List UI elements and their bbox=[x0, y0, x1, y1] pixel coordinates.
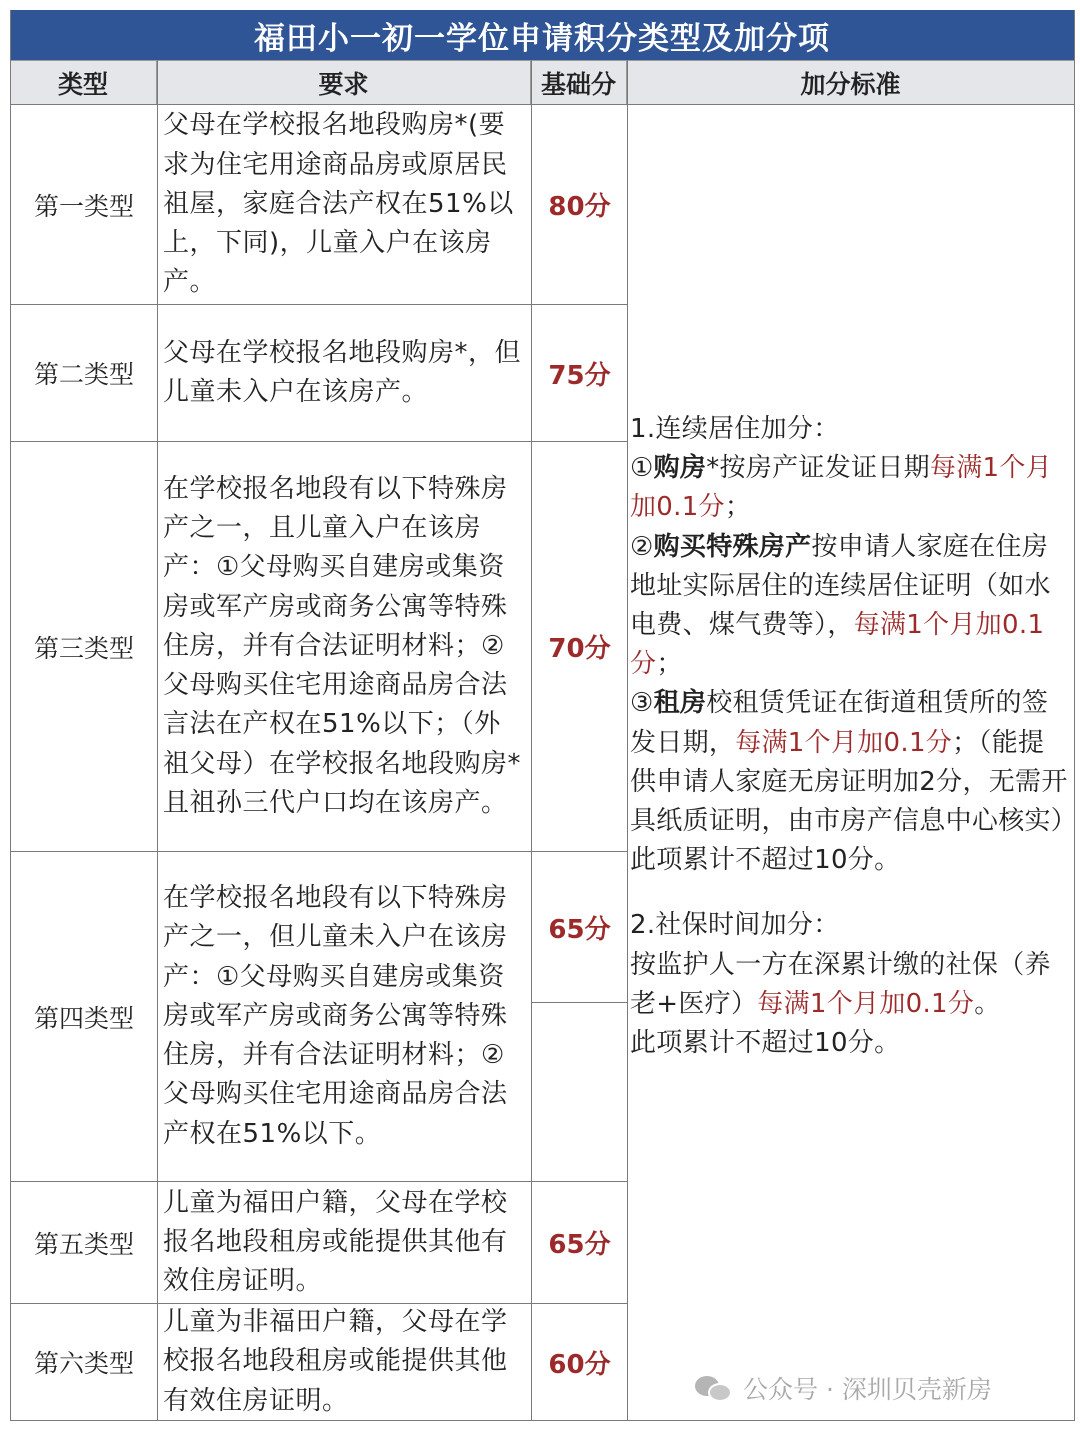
bonus-section-1-cap: 此项累计不超过10分。 bbox=[630, 845, 901, 876]
watermark bbox=[695, 1368, 992, 1408]
header-requirement: 要求 bbox=[157, 61, 531, 104]
row-score: 70分 bbox=[548, 634, 611, 664]
row-type: 第一类型 bbox=[33, 191, 134, 221]
bonus-item-social: 按监护人一方在深累计缴的社保（养老+医疗）每满1个月加0.1分。 bbox=[630, 949, 1051, 1019]
bonus-section-1-title: 1.连续居住加分： bbox=[630, 414, 840, 444]
wechat-icon bbox=[695, 1372, 733, 1404]
row-requirement: 儿童为非福田户籍，父母在学校报名地段租房或能提供其他有效住房证明。 bbox=[163, 1307, 508, 1416]
row-requirement: 父母在学校报名地段购房*，但儿童未入户在该房产。 bbox=[163, 337, 522, 407]
row-type: 第三类型 bbox=[33, 633, 134, 663]
spacer bbox=[630, 880, 1070, 906]
row-score: 75分 bbox=[548, 360, 611, 391]
row-requirement: 父母在学校报名地段购房*(要求为住宅用途商品房或原居民祖屋，家庭合法产权在51%以上，下同)，儿童入户在该房产。 bbox=[163, 110, 514, 298]
row-requirement: 在学校报名地段有以下特殊房产之一，但儿童未入户在该房产：①父母购买自建房或集资房或军产房或商务公寓等特殊住房，并有合法证明材料；②父母购买住宅用途商品房合法产权在51%以下。 bbox=[163, 883, 508, 1149]
grid-line bbox=[627, 60, 628, 1421]
row-requirement: 在学校报名地段有以下特殊房产之一，且儿童入户在该房产：①父母购买自建房或集资房或军产房或商务公寓等特殊住房，并有合法证明材料；②父母购买住宅用途商品房合法 言法在产权在51%以下；（外祖父母）在学校报名地段购房*且祖孙三代户口均在该房产。 bbox=[163, 474, 522, 818]
table-header bbox=[10, 60, 1074, 104]
row-type: 第二类型 bbox=[33, 360, 134, 389]
row-type: 第四类型 bbox=[33, 1003, 134, 1033]
watermark-text: 公众号 · 深圳贝壳新房 bbox=[743, 1375, 992, 1404]
bonus-item-rent: ③租房校租赁凭证在街道租赁所的签发日期，每满1个月加0.1分；（能提供申请人家庭无房证明加2分，无需开具纸质证明，由市房产信息中心核实） bbox=[630, 688, 1078, 837]
row-type: 第五类型 bbox=[33, 1229, 134, 1259]
header-type: 类型 bbox=[10, 61, 157, 104]
bonus-section-2-cap: 此项累计不超过10分。 bbox=[630, 1028, 901, 1059]
page-title: 福田小一初一学位申请积分类型及加分项 bbox=[10, 10, 1074, 60]
bonus-item-purchase: ①购房*按房产证发证日期每满1个月加0.1分； bbox=[630, 453, 1052, 523]
grid-line bbox=[1074, 10, 1075, 1421]
row-requirement: 儿童为福田户籍，父母在学校报名地段租房或能提供其他有效住房证明。 bbox=[163, 1187, 508, 1297]
bonus-content bbox=[630, 410, 1078, 1063]
row-score: 65分 bbox=[548, 914, 611, 945]
header-bonus: 加分标准 bbox=[800, 69, 901, 99]
row-score: 80分 bbox=[548, 192, 611, 222]
header-base-score: 基础分 bbox=[531, 61, 627, 104]
bonus-section-2-title: 2.社保时间加分： bbox=[630, 910, 840, 941]
row-type: 第六类型 bbox=[33, 1349, 134, 1378]
row-score: 60分 bbox=[548, 1349, 611, 1380]
row-score: 65分 bbox=[548, 1230, 611, 1260]
bonus-item-special: ②购买特殊房产按申请人家庭在住房地址实际居住的连续居住证明（如水电费、煤气费等），每满1个月加0.1分； bbox=[630, 531, 1051, 680]
grid-line bbox=[531, 1002, 627, 1003]
